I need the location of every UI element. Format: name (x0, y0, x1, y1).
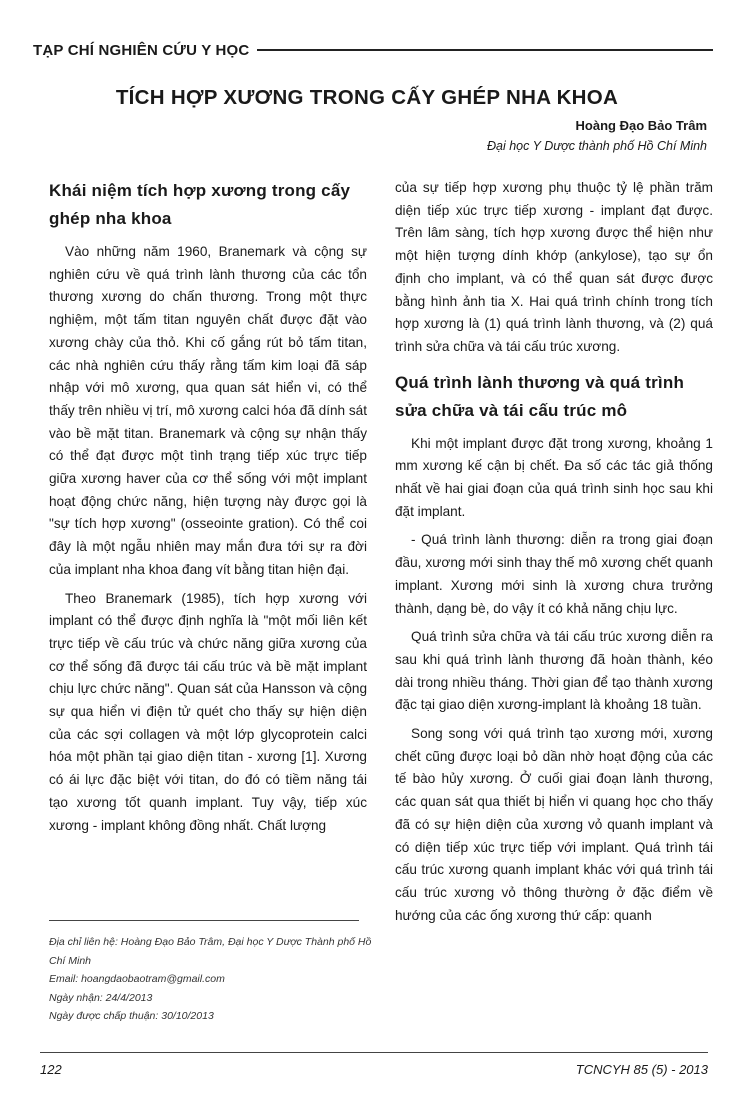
footer-rule (40, 1052, 708, 1053)
footnote-contact: Địa chỉ liên hệ: Hoàng Đạo Bảo Trâm, Đại học Y Dược Thành phố Hồ Chí Minh (49, 936, 372, 967)
body-paragraph: Song song với quá trình tạo xương mới, xương chết cũng được loại bỏ dần nhờ hoạt động của các tế bào hủy xương. Ở cuối giai đoạn lành thương, các quan sát qua thiết bị hiển vi quang học cho thấy đã có sự hiện diện của xương vỏ quanh implant và có diện tiếp xúc trực tiếp với implant. Quá trình tái cấu trúc xương quanh implant khác với quá trình tái cấu trúc xương vỏ thông thường ở đặc điểm về hướng của các ống xương thứ cấp: quanh (395, 726, 713, 923)
journal-header (33, 38, 713, 62)
body-paragraph: Theo Branemark (1985), tích hợp xương với implant có thể được định nghĩa là "một mối liên kết trực tiếp về cấu trúc và chức năng giữa xương của cơ thể sống đã được tái cấu trúc và bề mặt implant chịu lực chức năng". Quan sát của Hansson và cộng sự qua hiển vi điện tử quét cho thấy sự hiện diện của các sợi collagen và một lớp glycoprotein calci hóa một phần tại giao diện titan - xương [1]. Xương có ái lực đặc biệt với titan, do đó có tiềm năng tái tạo xương tốt quanh implant. Tuy vậy, tiếp xúc xương - implant không đồng nhất. Chất lượng (49, 590, 367, 833)
body-paragraph: Khi một implant được đặt trong xương, khoảng 1 mm xương kế cận bị chết. Đa số các tác giả thống nhất về hai giai đoạn của quá trình sinh học sau khi đặt implant. (395, 435, 713, 519)
footnote-accepted: Ngày được chấp thuận: 30/10/2013 (49, 1010, 214, 1022)
body-paragraph: Quá trình sửa chữa và tái cấu trúc xương diễn ra sau khi quá trình lành thương đã hoàn thành, kéo dài trong nhiều tháng. Thời gian để tạo thành xương đặc tại giao diện xương-implant là khoảng 18 tuần. (395, 629, 713, 713)
author-name: Hoàng Đạo Bảo Trâm (575, 118, 707, 133)
footnote-rule (49, 920, 359, 921)
body-paragraph: Vào những năm 1960, Branemark và cộng sự nghiên cứu về quá trình lành thương của các tổn thương xương do chấn thương. Trong một thực nghiệm, một tấm titan nguyên chất được đặt vào xương chày của thỏ. Khi cố gắng rút bỏ tấm titan, các nhà nghiên cứu thấy rằng tấm kim loại đã sáp nhập với mô xương, qua quan sát hiển vi, có thể thấy trên nhiều vị trí, mô xương calci hóa đã dính sát vào bề mặt titan. Branemark và cộng sự nhận thấy có thể đạt được một tình trạng tiếp xúc trực tiếp giữa xương haver của cơ thể sống với một implant hoạt động chức năng, hiện tượng này được gọi là "sự tích hợp xương" (osseointe gration). Có thể coi đây là một ngẫu nhiên may mắn đưa tới sự ra đời của implant nha khoa đang vít bằng titan hiện đại. (49, 244, 367, 577)
article-title: TÍCH HỢP XƯƠNG TRONG CẤY GHÉP NHA KHOA (115, 86, 619, 109)
continued-paragraph: của sự tiếp hợp xương phụ thuộc tỷ lệ phần trăm diện tiếp xúc trực tiếp xương - implant đạt được. Trên lâm sàng, tích hợp xương được thể hiện như một hiện tượng dính khớp (ankylose), tạo sự ổn định cho implant, và có thể quan sát được được bằng hình ảnh tia X. Hai quá trình chính trong tích hợp xương là (1) quá trình lành thương, và (2) quá trình sửa chữa và tái cấu trúc xương. (395, 180, 713, 354)
left-column (49, 177, 367, 843)
footnote-email: Email: hoangdaobaotram@gmail.com (49, 973, 225, 985)
footnote (49, 933, 379, 1026)
section-heading-osseointegration: Khái niệm tích hợp xương trong cấy ghép nha khoa (49, 181, 351, 228)
right-column (395, 177, 713, 933)
section-heading-healing: Quá trình lành thương và quá trình sửa chữa và tái cấu trúc mô (395, 372, 685, 420)
author-affiliation: Đại học Y Dược thành phố Hồ Chí Minh (487, 139, 707, 153)
body-paragraph: - Quá trình lành thương: diễn ra trong giai đoạn đầu, xương mới sinh thay thế mô xương chết quanh implant. Xương mới sinh là xương chưa trưởng thành, dạng bè, do vậy ít có khả năng chịu lực. (395, 532, 713, 616)
journal-name: TẠP CHÍ NGHIÊN CỨU Y HỌC (33, 41, 250, 59)
header-rule (257, 49, 713, 51)
footnote-received: Ngày nhận: 24/4/2013 (49, 991, 153, 1004)
page-number: 122 (40, 1062, 62, 1077)
journal-issue: TCNCYH 85 (5) - 2013 (575, 1062, 708, 1077)
